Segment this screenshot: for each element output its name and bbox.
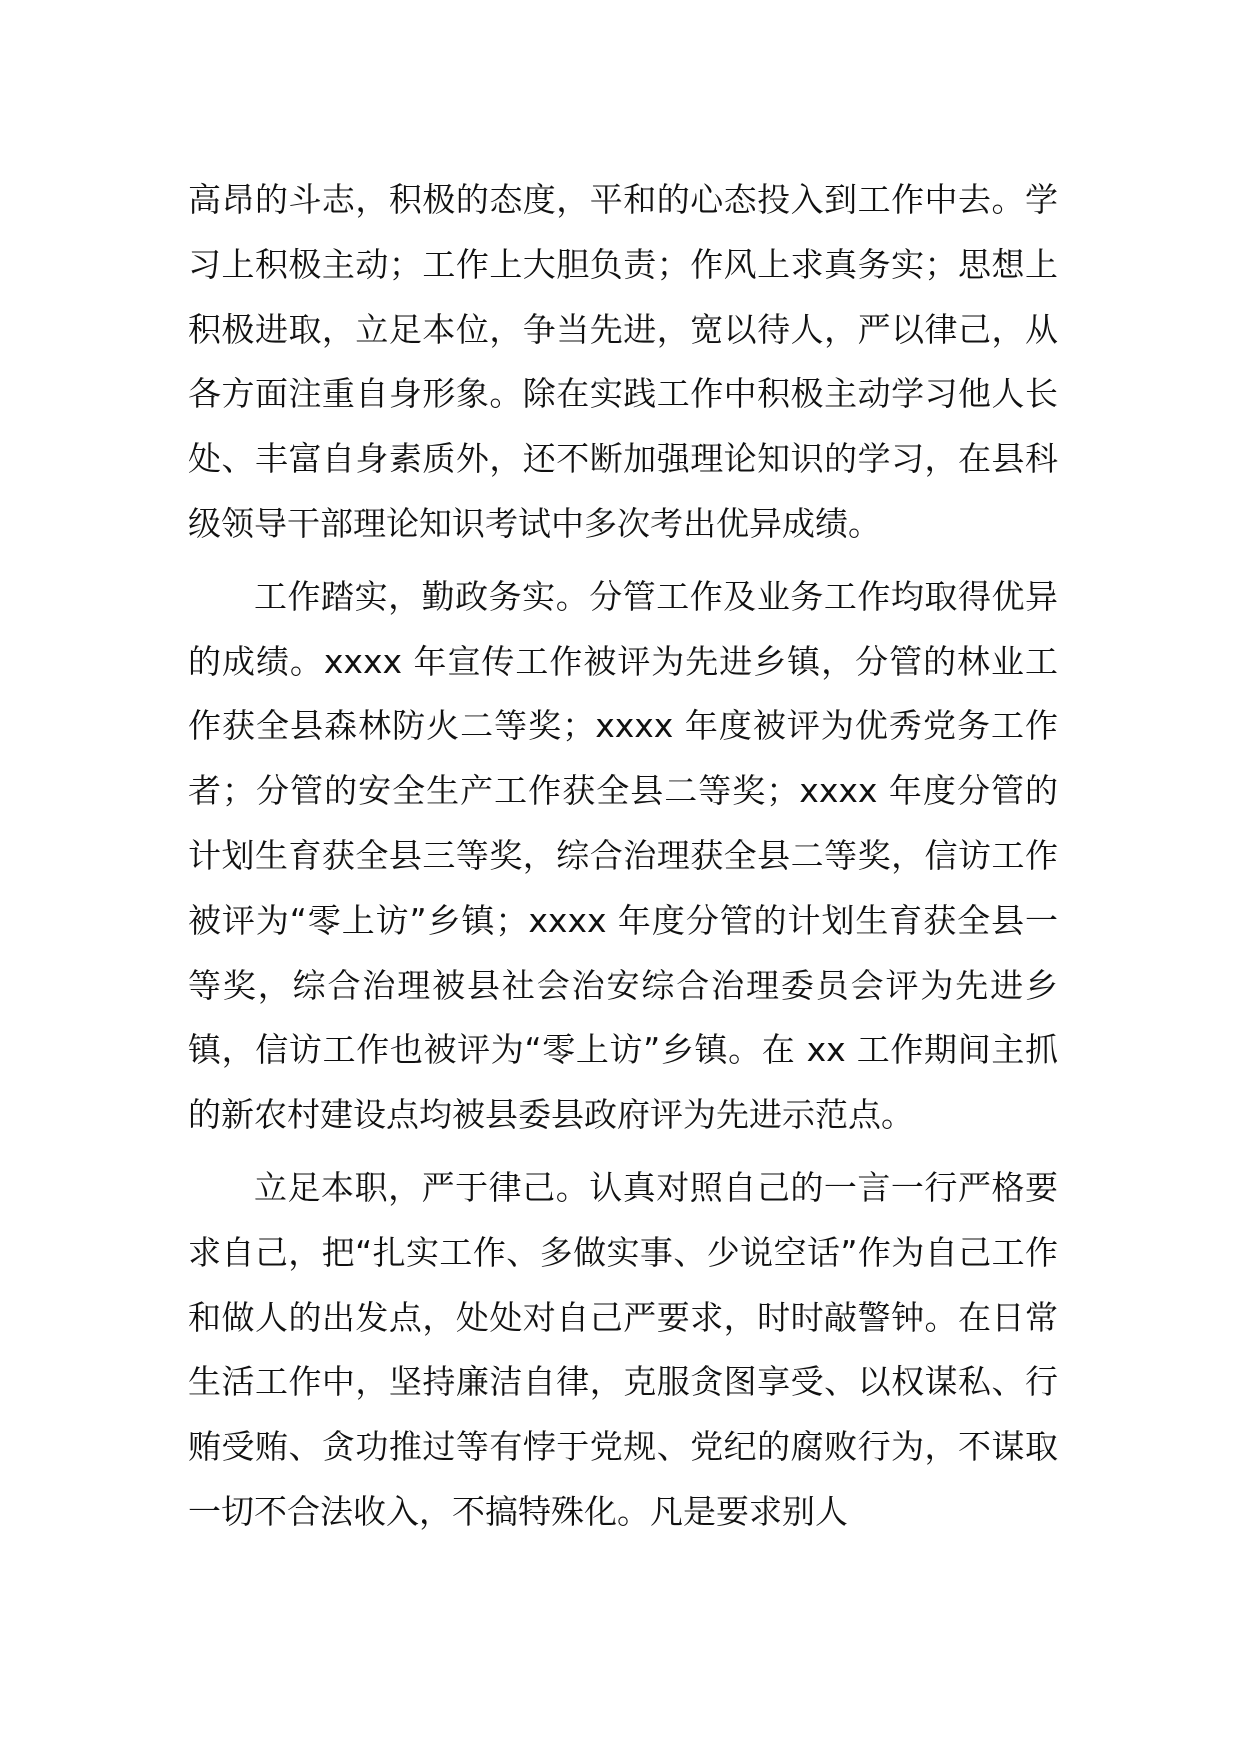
paragraph-2: 工作踏实，勤政务实。分管工作及业务工作均取得优异的成绩。xxxx 年宣传工作被评为先进乡镇，分管的林业工作获全县森林防火二等奖；xxxx 年度被评为优秀党务工作者；分管的安全生产工作获全县二等奖；xxxx 年度分管的计划生育获全县三等奖，综合治理获全县二等奖，信访工作被评为“零上访”乡镇；xxxx 年度分管的计划生育获全县一等奖，综合治理被县社会治安综合治理委员会评为先进乡镇，信访工作也被评为“零上访”乡镇。在 xx 工作期间主抓的新农村建设点均被县委县政府评为先进示范点。 (188, 576, 1058, 1135)
document-body (188, 168, 1058, 1545)
paragraph-3: 立足本职，严于律己。认真对照自己的一言一行严格要求自己，把“扎实工作、多做实事、少说空话”作为自己工作和做人的出发点，处处对自己严要求，时时敲警钟。在日常生活工作中，坚持廉洁自律，克服贪图享受、以权谋私、行贿受贿、贪功推过等有悖于党规、党纪的腐败行为，不谋取一切不合法收入，不搞特殊化。凡是要求别人 (188, 1167, 1058, 1531)
paragraph-1: 高昂的斗志，积极的态度，平和的心态投入到工作中去。学习上积极主动；工作上大胆负责；作风上求真务实；思想上积极进取，立足本位，争当先进，宽以待人，严以律己，从各方面注重自身形象。除在实践工作中积极主动学习他人长处、丰富自身素质外，还不断加强理论知识的学习，在县科级领导干部理论知识考试中多次考出优异成绩。 (188, 180, 1058, 543)
